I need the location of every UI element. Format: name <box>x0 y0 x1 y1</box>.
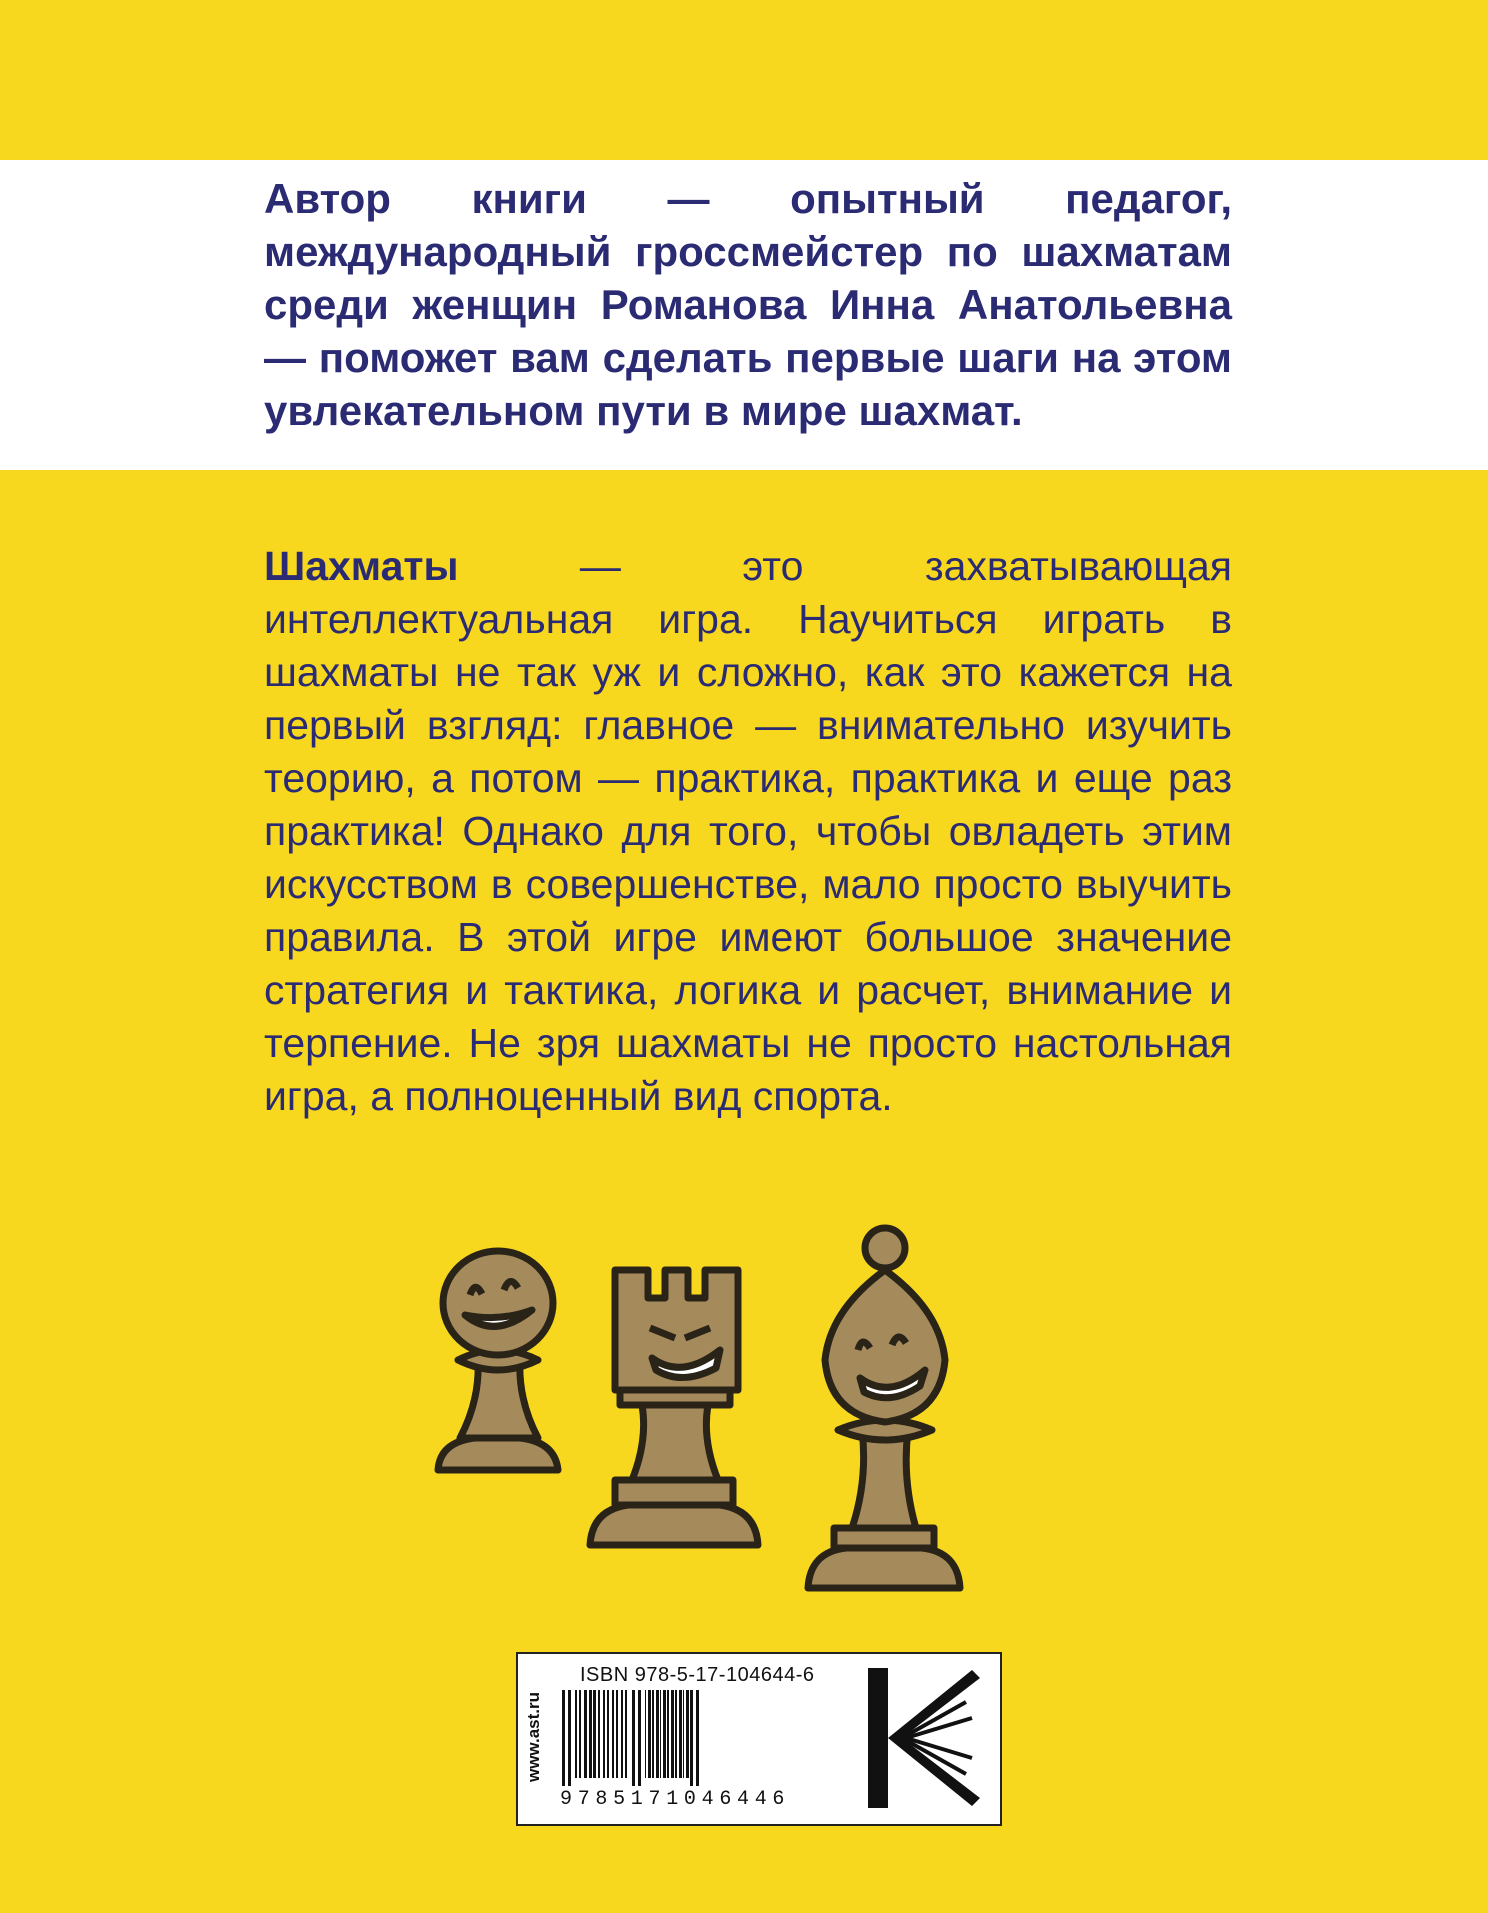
rook-icon <box>590 1270 758 1545</box>
publisher-url: www.ast.ru <box>524 1691 543 1783</box>
barcode-bar <box>686 1690 689 1778</box>
barcode-bar <box>607 1690 609 1778</box>
barcode-bar <box>616 1690 618 1778</box>
barcode-bar <box>621 1690 623 1778</box>
description-paragraph <box>264 540 1232 1123</box>
barcode-bar <box>696 1690 699 1786</box>
barcode-bar <box>579 1690 581 1778</box>
barcode-bar <box>638 1690 641 1786</box>
barcode-bar <box>671 1690 674 1778</box>
barcode-bar <box>612 1690 614 1778</box>
barcode-bar <box>652 1690 654 1778</box>
barcode-icon <box>560 1690 840 1786</box>
bishop-icon <box>808 1228 960 1588</box>
barcode-bar <box>663 1690 666 1778</box>
description-body: — это захватывающая интеллектуальная игра. Научиться играть в шахматы не так уж и сложно, как это кажется на первый взгляд: главное — внимательно изучить теорию, а потом — практика, практика и еще раз практика! Однако для того, чтобы овладеть этим искусством в совершенстве, мало просто выучить правила. В этой игре имеют большое значение стратегия и тактика, логика и расчет, внимание и терпение. Не зря шахматы не просто настольная игра, а полноценный вид спорта. <box>264 543 1232 1119</box>
chess-pieces-illustration <box>420 1210 1050 1610</box>
author-blurb: Автор книги — опытный педагог, международный гроссмейстер по шахматам среди женщин Романова Инна Анатольевна — поможет вам сделать первые шаги на этом увлекательном пути в мире шахмат. <box>264 175 1232 434</box>
barcode-bar <box>598 1690 600 1778</box>
barcode-bar <box>584 1690 587 1778</box>
barcode-bar <box>562 1690 565 1786</box>
barcode-bar <box>625 1690 627 1778</box>
barcode-bar <box>568 1690 571 1786</box>
barcode-bar <box>675 1690 677 1778</box>
barcode-bar <box>589 1690 592 1778</box>
barcode-bar <box>632 1690 635 1786</box>
book-k-logo-icon <box>862 1664 984 1812</box>
barcode-bar <box>603 1690 605 1778</box>
barcode-bar <box>667 1690 669 1778</box>
isbn-label: ISBN 978-5-17-104644-6 <box>580 1664 815 1686</box>
barcode-bar <box>656 1690 659 1778</box>
barcode-bar <box>648 1690 651 1778</box>
barcode-bar <box>660 1690 661 1778</box>
barcode-bar <box>683 1690 684 1778</box>
barcode-bar <box>645 1690 646 1778</box>
description-lead: Шахматы <box>264 543 459 589</box>
barcode-bar <box>593 1690 596 1778</box>
barcode-bar <box>575 1690 577 1778</box>
barcode-bar <box>690 1690 693 1786</box>
barcode-bar <box>679 1690 682 1778</box>
pawn-icon <box>438 1251 558 1470</box>
barcode-digits: 9785171046446 <box>560 1788 791 1811</box>
